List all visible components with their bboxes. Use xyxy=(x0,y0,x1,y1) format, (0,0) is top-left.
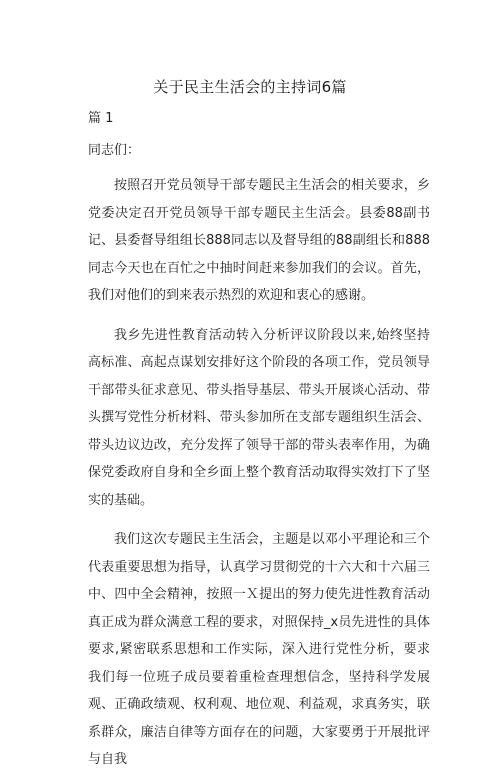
document-page xyxy=(0,77,500,784)
paragraph-2: 我乡先进性教育活动转入分析评议阶段以来,始终坚持高标准、高起点谋划安排好这个阶段的各项工作，党员领导干部带头征求意见、带头指导基层、带头开展谈心活动、带头撰写党性分析材料、带头参加所在支部专题组织生活会、带头边议边改，充分发挥了领导干部的带头表率作用，为确保党委政府自身和全乡面上整个教育活动取得实效打下了坚实的基础。 xyxy=(88,327,430,508)
document-title: 关于民主生活会的主持词6篇 xyxy=(153,78,347,96)
paragraph-3: 我们这次专题民主生活会，主题是以邓小平理论和三个代表重要思想为指导，认真学习贯彻党的十六大和十六届三中、四中全会精神，按照一Ｘ提出的努力使先进性教育活动真正成为群众满意工程的要求，对照保持_x员先进性的具体要求,紧密联系思想和工作实际，深入进行党性分析，要求我们每一位班子成员要着重检查理想信念，坚持科学发展观、正确政绩观、权利观、地位观、利益观，求真务实，联系群众，廉洁自律等方面存在的问题，大家要勇于开展批评与自我 xyxy=(88,532,430,767)
paragraph-1: 按照召开党员领导干部专题民主生活会的相关要求，乡党委决定召开党员领导干部专题民主生活会。县委88副书记、县委督导组组长888同志以及督导组的88副组长和888同志今天也在百忙之中抽时间赶来参加我们的会议。首先，我们对他们的到来表示热烈的欢迎和衷心的感谢。 xyxy=(88,178,430,303)
section-label: 篇 1 xyxy=(88,111,114,126)
salutation: 同志们： xyxy=(88,143,141,158)
